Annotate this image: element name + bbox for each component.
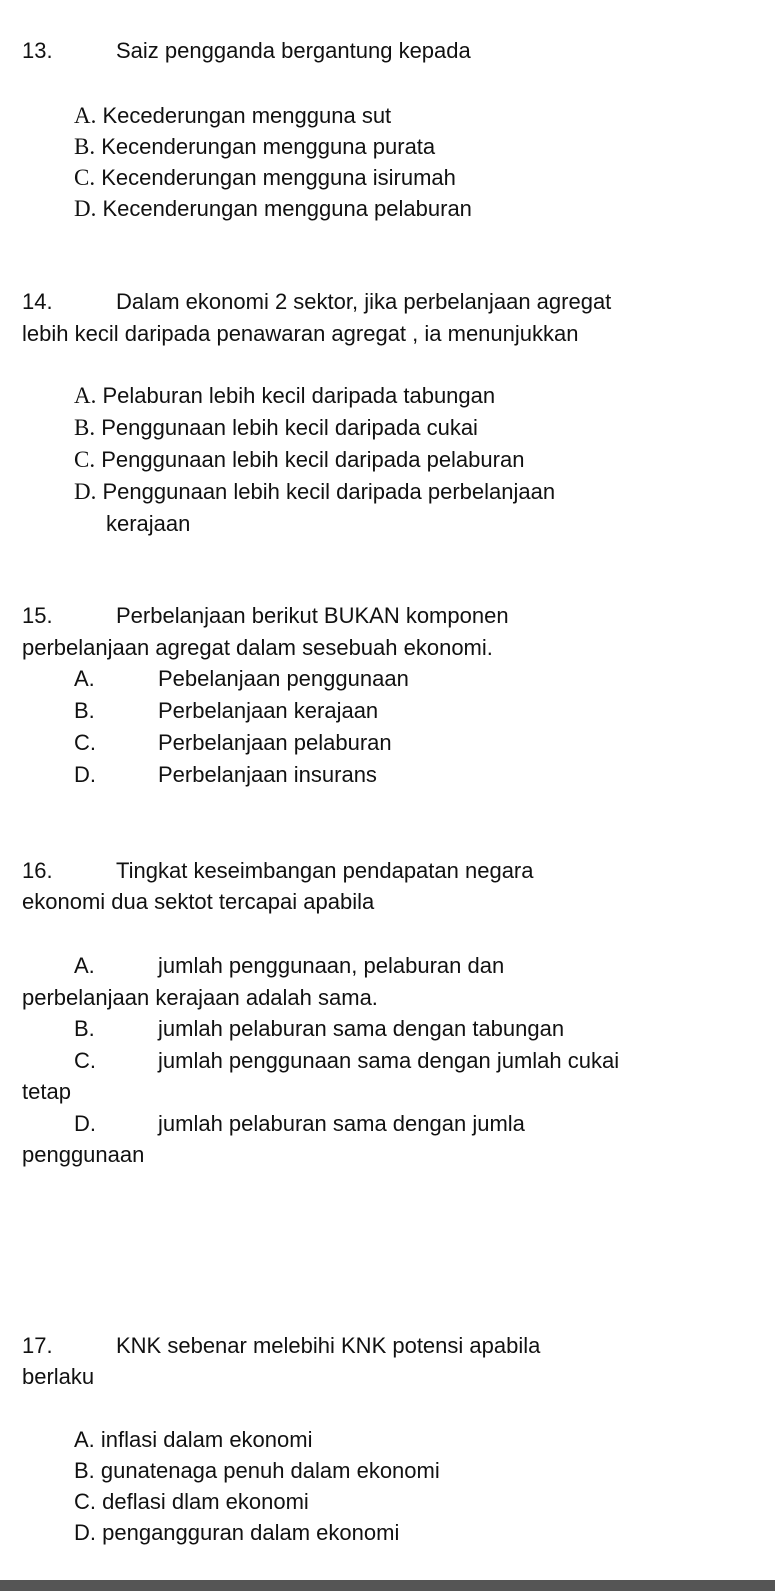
question-text: KNK sebenar melebihi KNK potensi apabila [116,1333,541,1358]
question-15-option-b [74,696,378,726]
option-text: pengangguran dalam ekonomi [102,1520,400,1545]
option-letter: A. [74,666,95,691]
question-text: berlaku [22,1364,95,1389]
question-17-option-d [74,1518,399,1548]
question-16-stem-cont [22,887,374,917]
question-14-option-d [74,477,555,507]
question-17-option-a [74,1425,312,1455]
option-text: kerajaan [106,511,191,536]
question-text: Perbelanjaan berikut BUKAN komponen [116,603,509,628]
option-text: perbelanjaan kerajaan adalah sama. [22,985,378,1010]
option-letter: B. [74,1458,95,1483]
question-15-stem-cont [22,633,493,663]
question-16-option-d-cont [22,1140,144,1170]
option-text: Penggunaan lebih kecil daripada perbelanjaan [102,479,556,504]
question-14-stem-cont [22,319,578,349]
question-16-option-c [74,1046,619,1076]
question-number: 16. [22,858,53,883]
question-text: Dalam ekonomi 2 sektor, jika perbelanjaan agregat [116,289,612,314]
question-number: 14. [22,289,53,314]
question-13-option-b [74,132,435,162]
option-text: Kecenderungan mengguna pelaburan [102,196,472,221]
question-17-option-c [74,1487,309,1517]
question-number: 17. [22,1333,53,1358]
option-text: Perbelanjaan kerajaan [158,698,379,723]
option-letter: C. [74,1048,96,1073]
option-letter: A. [74,1427,95,1452]
question-16-option-c-cont [22,1077,71,1107]
question-16-option-a [74,951,504,981]
option-text: gunatenaga penuh dalam ekonomi [100,1458,440,1483]
option-text: deflasi dlam ekonomi [102,1489,309,1514]
option-text: Kecederungan mengguna sut [102,103,392,128]
option-text: penggunaan [22,1142,145,1167]
option-text: Penggunaan lebih kecil daripada cukai [101,415,478,440]
option-text: jumlah penggunaan sama dengan jumlah cukai [158,1048,620,1073]
question-text: Tingkat keseimbangan pendapatan negara [116,858,534,883]
question-text: perbelanjaan agregat dalam sesebuah ekonomi. [22,635,493,660]
question-14-option-c [74,445,524,475]
option-text: Penggunaan lebih kecil daripada pelaburan [101,447,525,472]
question-number: 15. [22,603,53,628]
option-letter: A. [74,103,97,128]
option-letter: D. [74,196,97,221]
question-16-option-d [74,1109,525,1139]
question-14-stem [22,287,611,317]
question-14-option-d-cont [106,509,190,539]
question-17-option-b [74,1456,440,1486]
question-16-option-b [74,1014,564,1044]
option-letter: B. [74,134,96,159]
question-13-option-d [74,194,472,224]
option-letter: A. [74,953,95,978]
option-text: Pebelanjaan penggunaan [158,666,409,691]
question-14-option-b [74,413,478,443]
question-14-option-a [74,381,495,411]
option-text: Kecenderungan mengguna isirumah [101,165,456,190]
question-13-option-a [74,101,391,131]
question-17-stem [22,1331,540,1361]
option-text: jumlah penggunaan, pelaburan dan [158,953,505,978]
option-letter: C. [74,165,96,190]
option-letter: C. [74,730,96,755]
question-15-option-d [74,760,377,790]
option-text: Kecenderungan mengguna purata [101,134,436,159]
question-15-option-a [74,664,409,694]
question-15-option-c [74,728,392,758]
option-letter: D. [74,1111,96,1136]
option-text: jumlah pelaburan sama dengan tabungan [158,1016,565,1041]
option-text: Perbelanjaan insurans [158,762,377,787]
page-bottom-edge [0,1580,775,1591]
option-letter: B. [74,1016,95,1041]
option-letter: C. [74,447,96,472]
option-letter: B. [74,415,96,440]
option-text: jumlah pelaburan sama dengan jumla [158,1111,525,1136]
question-16-stem [22,856,534,886]
option-text: Pelaburan lebih kecil daripada tabungan [102,383,496,408]
question-16-option-a-cont [22,983,378,1013]
question-13-stem [22,36,471,66]
question-13-option-c [74,163,456,193]
option-text: Perbelanjaan pelaburan [158,730,392,755]
option-letter: C. [74,1489,96,1514]
option-letter: D. [74,479,97,504]
question-text: Saiz pengganda bergantung kepada [116,38,471,63]
question-text: lebih kecil daripada penawaran agregat , ia menunjukkan [22,321,579,346]
question-15-stem [22,601,509,631]
option-text: tetap [22,1079,71,1104]
option-text: inflasi dalam ekonomi [100,1427,313,1452]
option-letter: D. [74,762,96,787]
option-letter: D. [74,1520,96,1545]
option-letter: B. [74,698,95,723]
question-17-stem-cont [22,1362,94,1392]
option-letter: A. [74,383,97,408]
question-number: 13. [22,38,53,63]
question-text: ekonomi dua sektot tercapai apabila [22,889,375,914]
